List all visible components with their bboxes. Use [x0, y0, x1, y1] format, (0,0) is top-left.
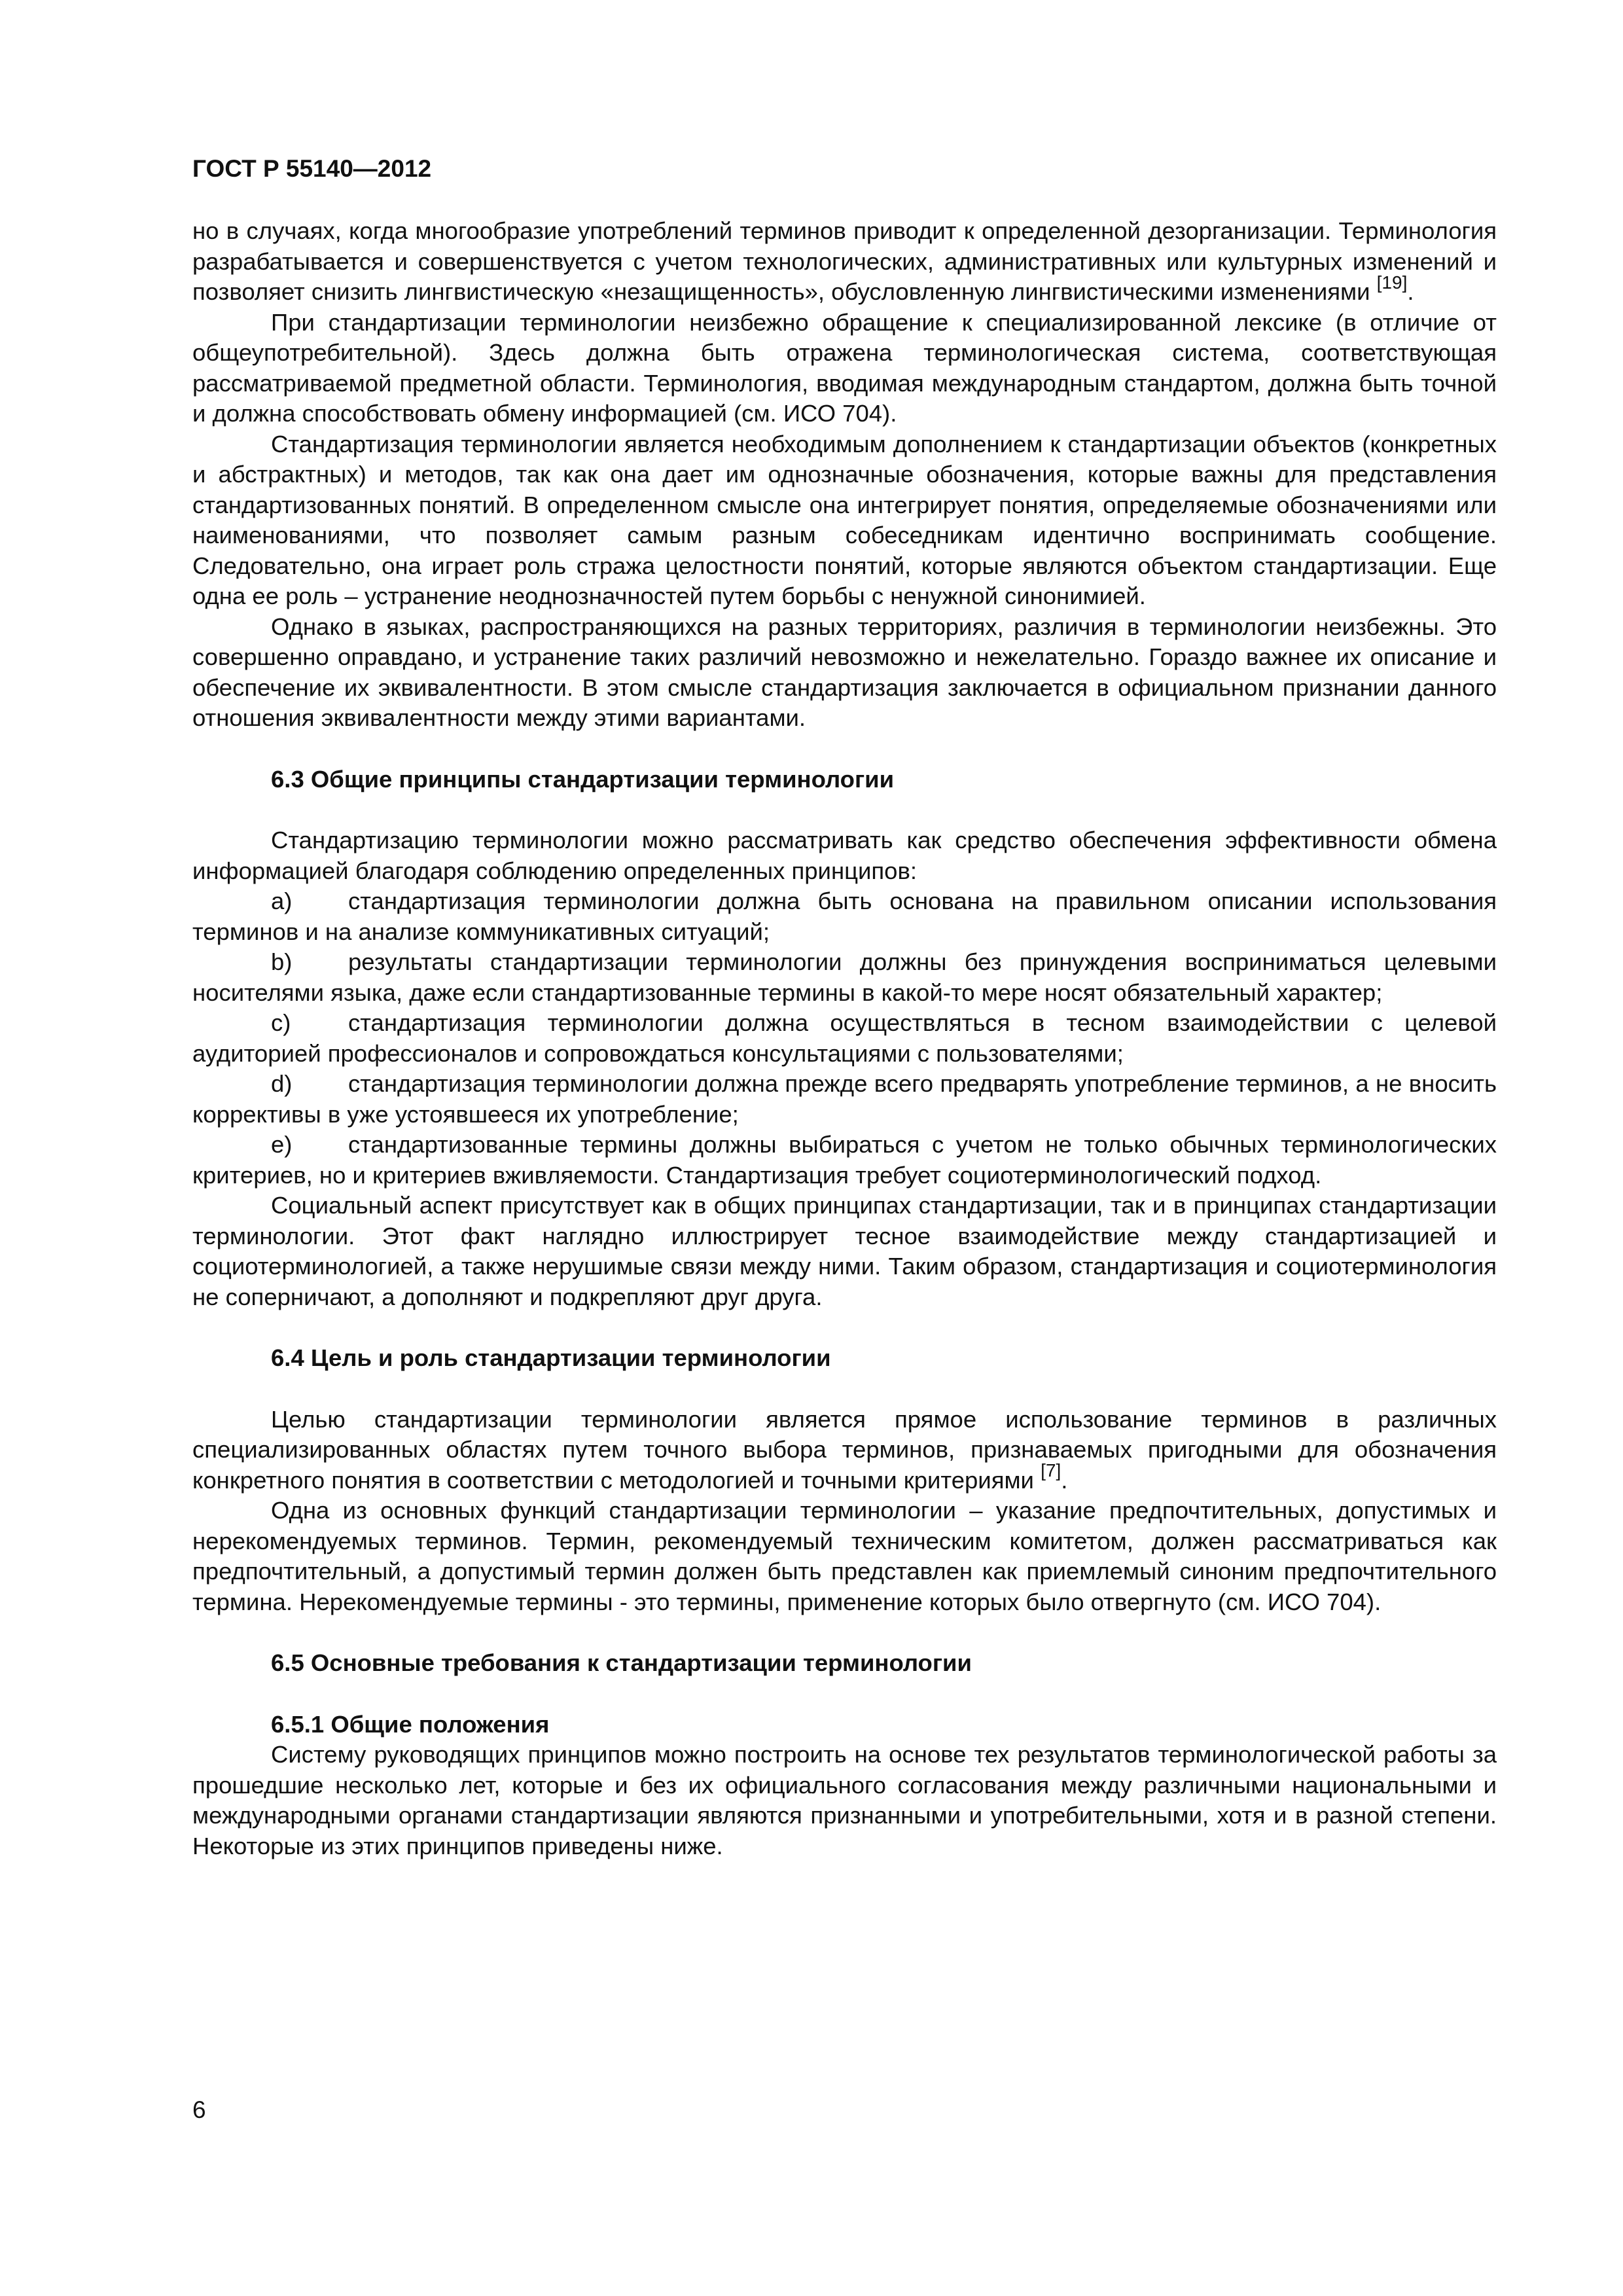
list-marker: e): [271, 1131, 293, 1158]
paragraph: Стандартизацию терминологии можно рассматривать как средство обеспечения эффективности обмена информацией благодаря соблюдению определенных принципов:: [192, 827, 1497, 884]
paragraph-end: .: [1407, 278, 1414, 305]
paragraph: [192, 1405, 1497, 1496]
list-marker: b): [271, 948, 293, 975]
paragraph: При стандартизации терминологии неизбежно обращение к специализированной лексике (в отличие от общеупотребительной). Здесь должна быть отражена терминологическая система, соответствующая рассматриваемой предметной области. Терминология, вводимая международным стандартом, должна быть точной и должна способствовать обмену информацией (см. ИСО 704).: [192, 308, 1497, 427]
paragraph-text: Целью стандартизации терминологии является прямое использование терминов в различных специализированных областях путем точного выбора терминов, признаваемых пригодными для обозначения конкретного понятия в соответствии с методологией и точными критериями: [192, 1405, 1497, 1494]
list-item-text: стандартизация терминологии должна осуществляться в тесном взаимодействии с целевой аудиторией профессионалов и сопровождаться консультациями с пользователями;: [192, 1009, 1497, 1067]
section-heading-6-3: 6.3 Общие принципы стандартизации терминологии: [271, 765, 895, 793]
paragraph: Социальный аспект присутствует как в общих принципах стандартизации, так и в принципах стандартизации терминологии. Этот факт наглядно иллюстрирует тесное взаимодействие между стандартизацией и социотерминологией, а также нерушимые связи между ними. Таким образом, стандартизация и социотерминология не соперничают, а дополняют и подкрепляют друг друга.: [192, 1192, 1497, 1310]
list-item: [192, 886, 1497, 947]
reference-marker: [19]: [1376, 272, 1408, 293]
subsection-heading-6-5-1: 6.5.1 Общие положения: [271, 1710, 550, 1738]
document-body: [192, 216, 1497, 1861]
paragraph: Стандартизация терминологии является необходимым дополнением к стандартизации объектов (конкретных и абстрактных) и методов, так как она дает им однозначные обозначения, которые важны для представления стандартизованных понятий. В определенном смысле она интегрирует понятия, определяемые обозначениями или наименованиями, что позволяет самым разным собеседникам идентично воспринимать сообщение. Следовательно, она играет роль стража целостности понятий, которые являются объектом стандартизации. Еще одна ее роль – устранение неоднозначностей путем борьбы с ненужной синонимией.: [192, 430, 1497, 609]
paragraph-text: но в случаях, когда многообразие употреблений терминов приводит к определенной дезорганизации. Терминология разрабатывается и совершенствуется с учетом технологических, административных или культурных изменений и позволяет снизить лингвистическую «незащищенность», обусловленную лингвистическими изменениями: [192, 217, 1497, 305]
list-item-text: результаты стандартизации терминологии должны без принуждения восприниматься целевыми носителями языка, даже если стандартизованные термины в какой-то мере носят обязательный характер;: [192, 948, 1497, 1006]
paragraph: Систему руководящих принципов можно построить на основе тех результатов терминологической работы за прошедшие несколько лет, которые и без их официального согласования между различными национальными и международными органами стандартизации являются признанными и употребительными, хотя и в разной степени. Некоторые из этих принципов приведены ниже.: [192, 1741, 1497, 1859]
paragraph: Однако в языках, распространяющихся на разных территориях, различия в терминологии неизбежны. Это совершенно оправдано, и устранение таких различий невозможно и нежелательно. Гораздо важнее их описание и обеспечение их эквивалентности. В этом смысле стандартизация заключается в официальном признании данного отношения эквивалентности между этими вариантами.: [192, 613, 1497, 731]
list-item: [192, 1069, 1497, 1130]
paragraph-continuation: [192, 216, 1497, 308]
list-marker: d): [271, 1070, 293, 1097]
paragraph-end: .: [1061, 1466, 1068, 1494]
list-item-text: стандартизация терминологии должна прежде всего предварять употребление терминов, а не вносить коррективы в уже устоявшееся их употребление;: [192, 1070, 1497, 1128]
list-item: [192, 1008, 1497, 1069]
page-number: 6: [192, 2096, 206, 2123]
list-item-text: стандартизованные термины должны выбираться с учетом не только обычных терминологических критериев, но и критериев вживляемости. Стандартизация требует социотерминологический подход.: [192, 1131, 1497, 1189]
list-item: [192, 947, 1497, 1008]
list-item-text: стандартизация терминологии должна быть основана на правильном описании использования терминов и на анализе коммуникативных ситуаций;: [192, 888, 1497, 945]
list-item: [192, 1130, 1497, 1191]
section-heading-6-4: 6.4 Цель и роль стандартизации терминологии: [271, 1344, 831, 1371]
document-code-header: ГОСТ Р 55140—2012: [192, 155, 432, 182]
list-marker: a): [271, 888, 293, 914]
paragraph: Одна из основных функций стандартизации терминологии – указание предпочтительных, допустимых и нерекомендуемых терминов. Термин, рекомендуемый техническим комитетом, должен рассматриваться как предпочтительный, а допустимый термин должен быть представлен как приемлемый синоним предпочтительного термина. Нерекомендуемые термины - это термины, применение которых было отвергнуто (см. ИСО 704).: [192, 1497, 1497, 1615]
reference-marker: [7]: [1041, 1460, 1061, 1481]
list-marker: c): [271, 1009, 291, 1036]
section-heading-6-5: 6.5 Основные требования к стандартизации терминологии: [271, 1649, 972, 1676]
